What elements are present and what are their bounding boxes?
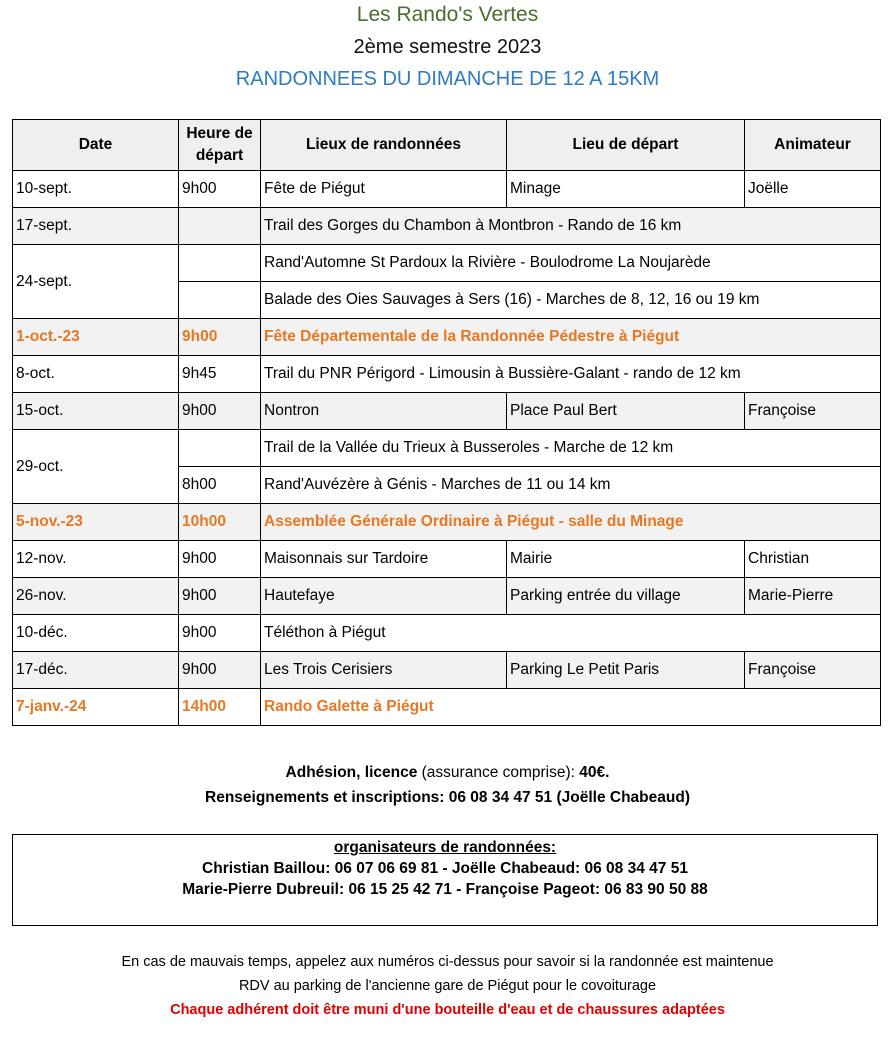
row-place: Nontron — [261, 393, 507, 430]
membership-note: (assurance comprise): — [417, 764, 580, 781]
table-row — [13, 245, 881, 282]
column-header-start-place: Lieu de départ — [507, 120, 745, 171]
row-time: 9h00 — [179, 652, 261, 689]
row-place: Les Trois Cerisiers — [261, 652, 507, 689]
row-date: 24-sept. — [13, 245, 179, 319]
table-row — [13, 578, 881, 615]
row-time: 10h00 — [179, 504, 261, 541]
table-row — [13, 615, 881, 652]
column-header-hike-place: Lieux de randonnées — [261, 120, 507, 171]
row-start: Mairie — [507, 541, 745, 578]
bad-weather-note: En cas de mauvais temps, appelez aux numéros ci-dessus pour savoir si la randonnée est maintenue — [121, 954, 774, 970]
row-leader: Françoise — [745, 652, 881, 689]
row-place: Trail du PNR Périgord - Limousin à Bussière-Galant - rando de 12 km — [261, 356, 881, 393]
organizers-title: organisateurs de randonnées: — [333, 839, 557, 856]
row-date: 10-déc. — [13, 615, 179, 652]
row-place: Fête Départementale de la Randonnée Pédestre à Piégut — [261, 319, 881, 356]
row-time — [179, 245, 261, 282]
organizers-box — [12, 834, 878, 926]
membership-price: 40€. — [579, 764, 610, 781]
row-leader: Christian — [745, 541, 881, 578]
table-row — [13, 541, 881, 578]
row-time: 9h00 — [179, 541, 261, 578]
row-date: 29-oct. — [13, 430, 179, 504]
page-title: Les Rando's Vertes — [356, 3, 539, 26]
row-date: 17-déc. — [13, 652, 179, 689]
row-place: Rand'Auvézère à Génis - Marches de 11 ou 14 km — [261, 467, 881, 504]
table-row — [13, 171, 881, 208]
column-header-time: Heure de départ — [179, 120, 261, 171]
row-date: 15-oct. — [13, 393, 179, 430]
row-date: 26-nov. — [13, 578, 179, 615]
organizers-line-2: Marie-Pierre Dubreuil: 06 15 25 42 71 - Françoise Pageot: 06 83 90 50 88 — [182, 881, 708, 898]
row-time: 9h00 — [179, 171, 261, 208]
table-header-row — [13, 120, 881, 171]
row-time — [179, 282, 261, 319]
row-place: Rando Galette à Piégut — [261, 689, 881, 726]
row-place: Téléthon à Piégut — [261, 615, 881, 652]
row-date: 12-nov. — [13, 541, 179, 578]
contact-info: Renseignements et inscriptions: 06 08 34 47 51 (Joëlle Chabeaud) — [205, 789, 690, 806]
table-row — [13, 356, 881, 393]
equipment-warning: Chaque adhérent doit être muni d'une bouteille d'eau et de chaussures adaptées — [170, 1002, 725, 1018]
row-time: 9h00 — [179, 615, 261, 652]
column-header-date: Date — [13, 120, 179, 171]
row-start: Parking Le Petit Paris — [507, 652, 745, 689]
row-place: Trail des Gorges du Chambon à Montbron - Rando de 16 km — [261, 208, 881, 245]
row-time: 9h45 — [179, 356, 261, 393]
row-place: Balade des Oies Sauvages à Sers (16) - Marches de 8, 12, 16 ou 19 km — [261, 282, 881, 319]
row-place: Fête de Piégut — [261, 171, 507, 208]
table-row — [13, 689, 881, 726]
row-time — [179, 430, 261, 467]
table-row — [13, 504, 881, 541]
row-date: 1-oct.-23 — [13, 319, 179, 356]
row-time: 8h00 — [179, 467, 261, 504]
row-date: 5-nov.-23 — [13, 504, 179, 541]
row-date: 17-sept. — [13, 208, 179, 245]
table-row — [13, 208, 881, 245]
row-time: 9h00 — [179, 578, 261, 615]
membership-info — [0, 764, 895, 782]
row-place: Rand'Automne St Pardoux la Rivière - Boulodrome La Noujarède — [261, 245, 881, 282]
column-header-leader: Animateur — [745, 120, 881, 171]
row-time: 9h00 — [179, 319, 261, 356]
organizers-line-1: Christian Baillou: 06 07 06 69 81 - Joëlle Chabeaud: 06 08 34 47 51 — [202, 860, 688, 877]
table-row — [13, 319, 881, 356]
table-row — [13, 393, 881, 430]
semester-label: 2ème semestre 2023 — [353, 36, 542, 58]
row-time: 14h00 — [179, 689, 261, 726]
row-leader: Marie-Pierre — [745, 578, 881, 615]
table-row — [13, 652, 881, 689]
row-time — [179, 208, 261, 245]
meeting-point-note: RDV au parking de l'ancienne gare de Piégut pour le covoiturage — [238, 978, 657, 994]
row-date: 8-oct. — [13, 356, 179, 393]
row-start: Place Paul Bert — [507, 393, 745, 430]
hike-schedule-table — [12, 119, 881, 726]
row-place: Trail de la Vallée du Trieux à Busseroles - Marche de 12 km — [261, 430, 881, 467]
row-date: 7-janv.-24 — [13, 689, 179, 726]
table-row — [13, 430, 881, 467]
row-start: Minage — [507, 171, 745, 208]
schedule-subtitle: RANDONNEES DU DIMANCHE DE 12 A 15KM — [235, 68, 660, 90]
row-time: 9h00 — [179, 393, 261, 430]
row-leader: Françoise — [745, 393, 881, 430]
row-leader: Joëlle — [745, 171, 881, 208]
row-place: Hautefaye — [261, 578, 507, 615]
row-place: Maisonnais sur Tardoire — [261, 541, 507, 578]
row-date: 10-sept. — [13, 171, 179, 208]
membership-label: Adhésion, licence — [285, 764, 418, 781]
row-start: Parking entrée du village — [507, 578, 745, 615]
row-place: Assemblée Générale Ordinaire à Piégut - salle du Minage — [261, 504, 881, 541]
